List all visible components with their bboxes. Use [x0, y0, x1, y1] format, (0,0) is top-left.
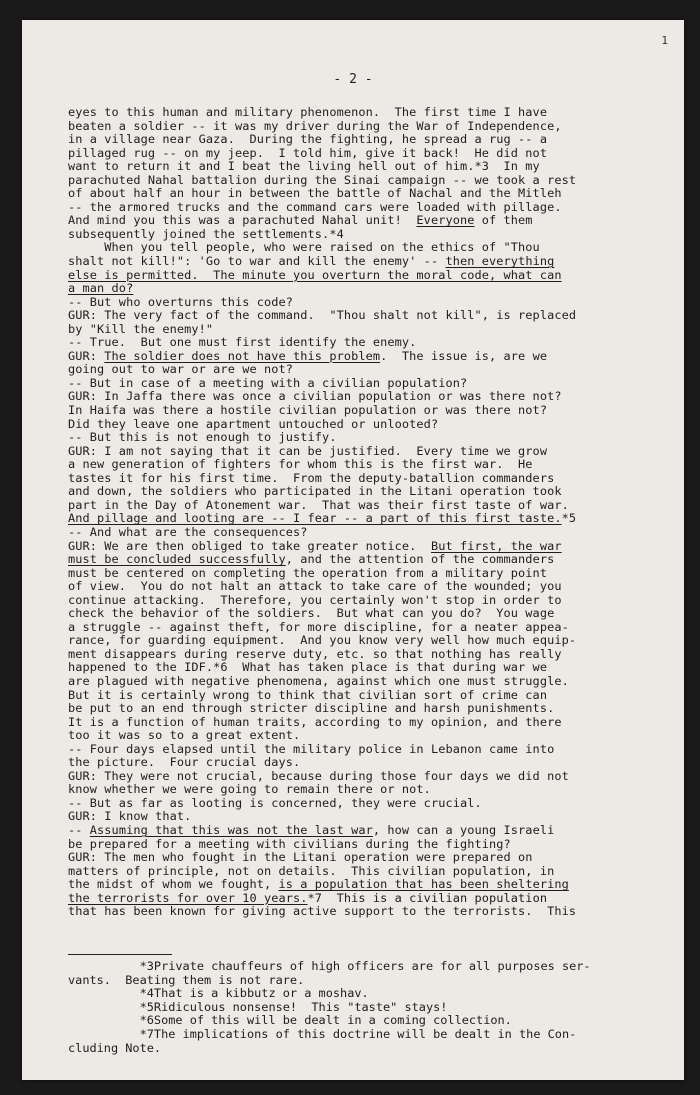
text-line: [68, 810, 670, 824]
line-text: that has been known for giving active support to the terrorists. This: [68, 905, 577, 919]
line-text: beaten a soldier -- it was my driver during the War of Independence,: [68, 119, 562, 133]
text-line: [68, 106, 670, 120]
text-line: [68, 824, 670, 838]
line-text: When you tell people, who were raised on the ethics of "Thou: [68, 241, 540, 255]
page-number: - 2 -: [333, 72, 373, 87]
text-line: [68, 187, 670, 201]
text-line: [68, 661, 670, 675]
line-text: -- But as far as looting is concerned, they were crucial.: [68, 796, 482, 810]
line-text: , and the attention of the commanders: [285, 553, 555, 567]
line-text: In Haifa was there a hostile civilian population or was there not?: [68, 404, 548, 418]
line-text: GUR: I am not saying that it can be justified. Every time we grow: [68, 444, 548, 458]
text-line: [68, 838, 670, 852]
line-text: -- And what are the consequences?: [68, 525, 308, 539]
text-line: [68, 499, 670, 513]
text-line: [68, 241, 670, 255]
line-text: of them: [474, 214, 533, 228]
underlined-text: is a population that has been sheltering: [278, 878, 569, 892]
line-text: and down, the soldiers who participated in the Litani operation took: [68, 485, 562, 499]
underlined-text: Everyone: [416, 214, 475, 228]
text-line: [68, 797, 670, 811]
text-line: [68, 269, 670, 283]
underlined-text: Assuming that this was not the last war: [89, 823, 373, 837]
text-line: [68, 607, 670, 621]
line-text: a new generation of fighters for whom this is the first war. He: [68, 458, 533, 472]
text-line: [68, 309, 670, 323]
line-text: -- Four days elapsed until the military police in Lebanon came into: [68, 742, 555, 756]
line-text: -- True. But one must first identify the enemy.: [68, 336, 417, 350]
footnotes: [68, 960, 670, 1055]
text-line: [68, 594, 670, 608]
text-line: [68, 905, 670, 919]
line-text: parachuted Nahal battalion during the Sinai campaign -- we took a rest: [68, 173, 577, 187]
text-line: [68, 783, 670, 797]
line-text: GUR: They were not crucial, because during those four days we did not: [68, 769, 569, 783]
line-text: by "Kill the enemy!": [68, 322, 214, 336]
line-text: -- the armored trucks and the command cars were loaded with pillage.: [68, 200, 562, 214]
corner-mark: 1: [661, 34, 668, 47]
line-text: are plagued with negative phenomena, against which one must struggle.: [68, 674, 569, 688]
text-line: [68, 729, 670, 743]
text-line: [68, 892, 670, 906]
underlined-text: then everything: [445, 255, 555, 269]
line-text: pillaged rug -- on my jeep. I told him, give it back! He did not: [68, 146, 548, 160]
line-text: tastes it for his first time. From the deputy-batallion commanders: [68, 471, 555, 485]
text-line: [68, 567, 670, 581]
text-line: [68, 716, 670, 730]
line-text: And mind you this was a parachuted Nahal unit!: [68, 214, 417, 228]
text-line: [68, 472, 670, 486]
line-text: GUR: We are then obliged to take greater notice.: [68, 539, 431, 553]
text-line: [68, 160, 670, 174]
text-line: [68, 553, 670, 567]
line-text: *5: [561, 512, 577, 526]
line-text: -- But this is not enough to justify.: [68, 431, 337, 445]
text-line: [68, 201, 670, 215]
text-line: [68, 878, 670, 892]
line-text: shalt not kill!": 'Go to war and kill the enemy' --: [68, 255, 446, 269]
line-text: the midst of whom we fought,: [68, 878, 279, 892]
line-text: check the behavior of the soldiers. But what can you do? You wage: [68, 607, 555, 621]
line-text: GUR:: [68, 349, 105, 363]
text-line: [68, 485, 670, 499]
text-line: [68, 648, 670, 662]
line-text: a struggle -- against theft, for more discipline, for a neater appea-: [68, 620, 569, 634]
text-line: [68, 770, 670, 784]
footnote-line: cluding Note.: [68, 1040, 162, 1055]
line-text: -- But in case of a meeting with a civilian population?: [68, 376, 468, 390]
line-text: matters of principle, not on details. This civilian population, in: [68, 864, 555, 878]
text-line: [68, 282, 670, 296]
text-line: [68, 255, 670, 269]
text-line: [68, 377, 670, 391]
underlined-text: the terrorists for over 10 years.: [68, 891, 308, 905]
line-text: too it was so to a great extent.: [68, 729, 301, 743]
footnote-line: *5Ridiculous nonsense! This "taste" stays!: [68, 999, 448, 1014]
underlined-text: The soldier does not have this problem: [104, 349, 381, 363]
line-text: Did they leave one apartment untouched or unlooted?: [68, 417, 439, 431]
text-line: [68, 458, 670, 472]
line-text: be prepared for a meeting with civilians during the fighting?: [68, 837, 511, 851]
line-text: the picture. Four crucial days.: [68, 756, 301, 770]
text-line: [68, 445, 670, 459]
line-text: must be centered on completing the operation from a military point: [68, 566, 548, 580]
text-line: [68, 363, 670, 377]
line-text: want to return it and I beat the living hell out of him.*3 In my: [68, 160, 540, 174]
text-line: [68, 526, 670, 540]
text-line: [68, 851, 670, 865]
line-text: , how can a young Israeli: [372, 823, 555, 837]
text-line: [68, 350, 670, 364]
document-page: [22, 20, 684, 1080]
underlined-text: else is permitted. The minute you overturn the moral code, what can: [68, 268, 562, 282]
text-line: [68, 336, 670, 350]
line-text: It is a function of human traits, according to my opinion, and there: [68, 715, 562, 729]
text-line: [68, 296, 670, 310]
line-text: *7 This is a civilian population: [307, 891, 548, 905]
line-text: in a village near Gaza. During the fighting, he spread a rug -- a: [68, 133, 548, 147]
line-text: know whether we were going to remain there or not.: [68, 783, 431, 797]
footnote-line: *3Private chauffeurs of high officers are for all purposes ser-: [68, 959, 591, 973]
footnote-line: *4That is a kibbutz or a moshav.: [68, 986, 369, 1001]
line-text: eyes to this human and military phenomenon. The first time I have: [68, 106, 548, 119]
line-text: part in the Day of Atonement war. That was their first taste of war.: [68, 498, 569, 512]
line-text: GUR: I know that.: [68, 810, 192, 824]
line-text: subsequently joined the settlements.*4: [68, 227, 344, 241]
line-text: GUR: The men who fought in the Litani operation were prepared on: [68, 851, 533, 865]
text-line: [68, 580, 670, 594]
line-text: happened to the IDF.*6 What has taken place is that during war we: [68, 661, 548, 675]
line-text: GUR: In Jaffa there was once a civilian population or was there not?: [68, 390, 562, 404]
line-text: --: [68, 823, 90, 837]
body-text: [68, 106, 670, 919]
text-line: [68, 743, 670, 757]
text-line: [68, 418, 670, 432]
text-line: [68, 675, 670, 689]
underlined-text: And pillage and looting are -- I fear -- a part of this first taste.: [68, 512, 562, 526]
line-text: ment disappears during reserve duty, etc. so that nothing has really: [68, 647, 562, 661]
line-text: of about half an hour in between the battle of Nachal and the Mitleh: [68, 187, 562, 201]
text-line: [68, 512, 670, 526]
footnote-line: *6Some of this will be dealt in a coming collection.: [68, 1013, 512, 1028]
text-line: [68, 431, 670, 445]
text-line: [68, 404, 670, 418]
text-line: [68, 147, 670, 161]
text-line: [68, 865, 670, 879]
text-line: [68, 702, 670, 716]
line-text: rance, for guarding equipment. And you know very well how much equip-: [68, 634, 577, 648]
text-line: [68, 228, 670, 242]
underlined-text: a man do?: [68, 282, 134, 296]
text-line: [68, 689, 670, 703]
line-text: GUR: The very fact of the command. "Thou shalt not kill", is replaced: [68, 309, 577, 323]
text-line: [68, 323, 670, 337]
footnote-rule: [68, 954, 172, 955]
line-text: continue attacking. Therefore, you certainly won't stop in order to: [68, 593, 562, 607]
underlined-text: But first, the war: [430, 539, 562, 553]
line-text: of view. You do not halt an attack to take care of the wounded; you: [68, 580, 562, 594]
text-line: [68, 120, 670, 134]
footnote-line: vants. Beating them is not rare.: [68, 972, 305, 987]
footnote-line: *7The implications of this doctrine will be dealt in the Con-: [68, 1026, 577, 1041]
text-line: [68, 756, 670, 770]
line-text: be put to an end through stricter discipline and harsh punishments.: [68, 702, 555, 716]
text-line: [68, 540, 670, 554]
line-text: . The issue is, are we: [380, 349, 548, 363]
text-line: [68, 634, 670, 648]
text-line: [68, 214, 670, 228]
text-line: [68, 390, 670, 404]
underlined-text: must be concluded successfully: [68, 553, 286, 567]
text-line: [68, 133, 670, 147]
text-line: [68, 621, 670, 635]
line-text: -- But who overturns this code?: [68, 295, 294, 309]
line-text: But it is certainly wrong to think that civilian sort of crime can: [68, 688, 548, 702]
line-text: going out to war or are we not?: [68, 363, 294, 377]
text-line: [68, 174, 670, 188]
